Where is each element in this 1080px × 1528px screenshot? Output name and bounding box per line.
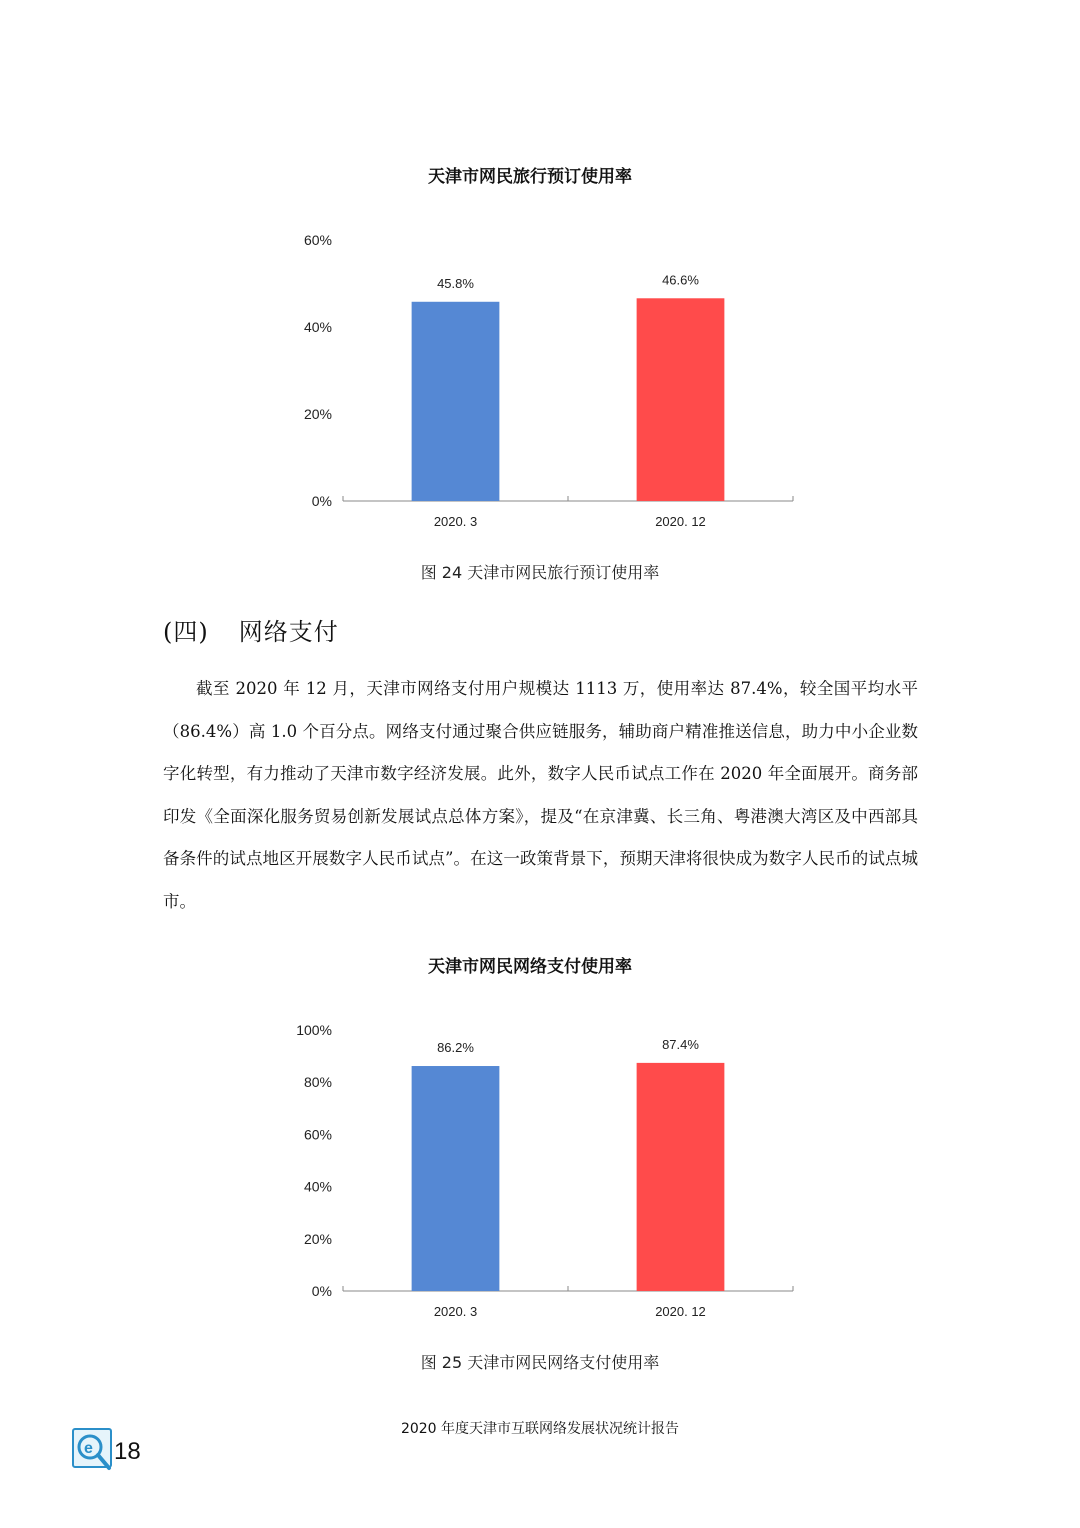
y-tick-label: 20% [303, 1230, 332, 1247]
section-number: (四) [163, 618, 209, 646]
x-tick-label: 2020. 3 [433, 1304, 478, 1319]
y-tick-label: 60% [303, 1126, 332, 1143]
bar [637, 1063, 725, 1291]
chart-title: 天津市网民旅行预订使用率 [428, 167, 632, 187]
y-tick-label: 40% [303, 1178, 332, 1195]
figure-caption-25: 图 25 天津市网民网络支付使用率 [420, 1353, 660, 1372]
section-heading [163, 612, 339, 647]
y-tick-label: 0% [311, 1283, 332, 1299]
report-footer-title: 2020 年度天津市互联网络发展状况统计报告 [400, 1421, 680, 1437]
bar-value-label: 45.8% [437, 275, 474, 291]
page-number: 18 [114, 1438, 141, 1465]
figure-caption-24: 图 24 天津市网民旅行预订使用率 [420, 563, 660, 582]
page-number-block [72, 1428, 141, 1472]
x-tick-label: 2020. 3 [433, 514, 478, 529]
y-tick-label: 20% [303, 406, 332, 422]
x-tick-label: 2020. 12 [655, 514, 706, 529]
y-tick-label: 40% [303, 319, 332, 335]
travel-booking-chart [250, 140, 810, 545]
x-tick-label: 2020. 12 [655, 1304, 706, 1319]
bar-value-label: 46.6% [662, 272, 699, 288]
svg-text:e: e [84, 1440, 93, 1457]
bar-value-label: 86.2% [437, 1040, 474, 1056]
section-title: 网络支付 [238, 618, 339, 646]
chart-plot [250, 140, 810, 545]
bar [637, 298, 725, 501]
magnifier-e-logo-icon [72, 1428, 114, 1472]
y-tick-label: 100% [296, 1022, 332, 1038]
y-tick-label: 0% [311, 493, 332, 509]
bar [412, 302, 500, 501]
bar [412, 1066, 500, 1291]
body-paragraph: 截至 2020 年 12 月，天津市网络支付用户规模达 1113 万，使用率达 87.4%，较全国平均水平（86.4%）高 1.0 个百分点。网络支付通过聚合供应链服务，辅助商户精准推送信息，助力中小企业数字化转型，有力推动了天津市数字经济发展。此外，数字人民币试点工作在 2020 年全面展开。商务部印发《全面深化服务贸易创新发展试点总体方案》，提及“在京津冀、长三角、粤港澳大湾区及中西部具备条件的试点地区开展数字人民币试点”。在这一政策背景下，预期天津将很快成为数字人民币的试点城市。 [163, 679, 918, 911]
chart-plot [250, 930, 810, 1335]
y-tick-label: 60% [303, 232, 332, 248]
chart-title: 天津市网民网络支付使用率 [428, 957, 632, 977]
y-tick-label: 80% [303, 1074, 332, 1091]
bar-value-label: 87.4% [662, 1036, 699, 1052]
online-payment-chart [250, 930, 810, 1335]
